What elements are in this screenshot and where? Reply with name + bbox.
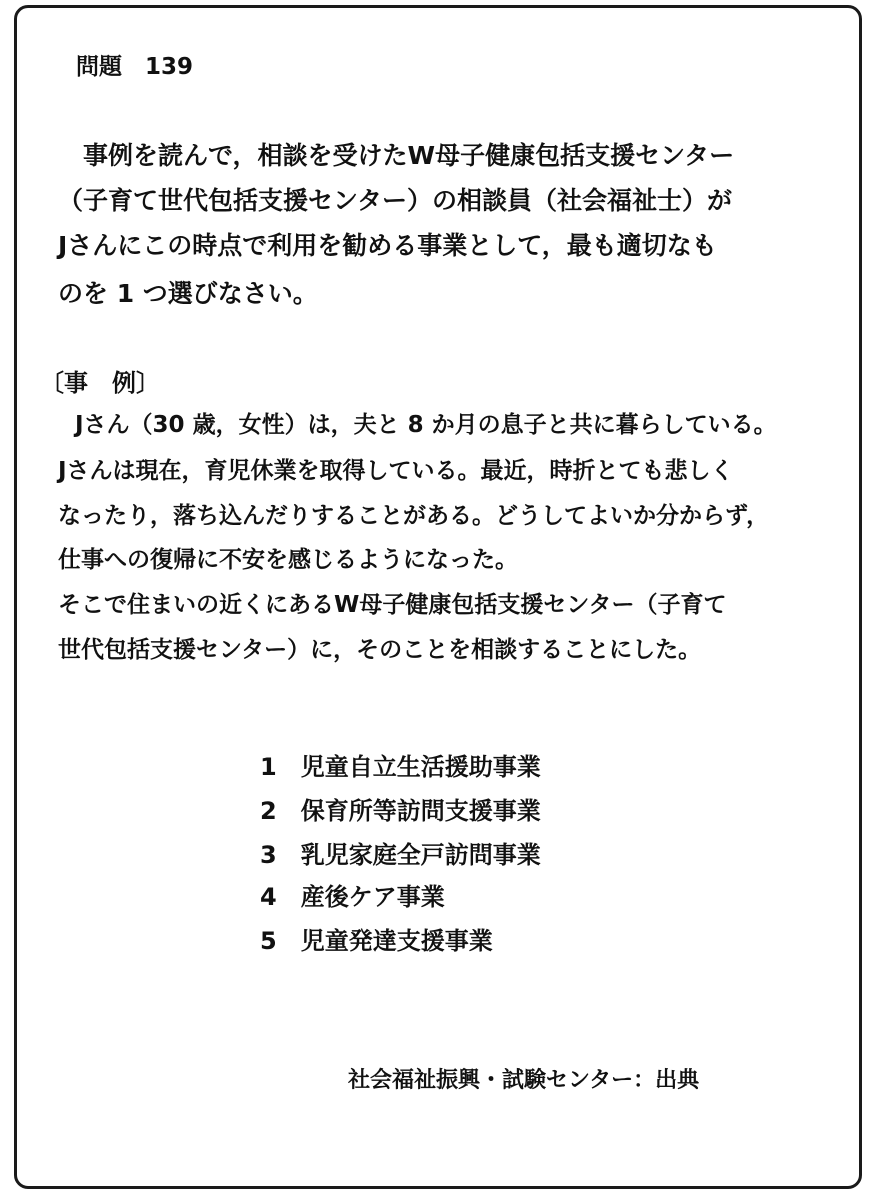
case-text-line-6: 世代包括支援センター）に，そのことを相談することにした。	[58, 637, 702, 663]
case-text-line-4: 仕事への復帰に不安を感じるようになった。	[58, 547, 518, 573]
question-number: 問題 139	[76, 54, 194, 80]
case-text-line-1: Jさん（30 歳，女性）は，夫と 8 か月の息子と共に暮らしている。	[52, 412, 777, 438]
source-credit: 社会福祉振興・試験センター：出典	[348, 1068, 700, 1093]
question-text-line-3: Jさんにこの時点で利用を勧める事業として，最も適切なも	[58, 231, 717, 260]
answer-option-4[interactable]: 4 産後ケア事業	[260, 883, 445, 911]
question-text-line-4: のを 1 つ選びなさい。	[58, 279, 318, 308]
answer-option-5[interactable]: 5 児童発達支援事業	[260, 927, 493, 955]
answer-option-3[interactable]: 3 乳児家庭全戸訪問事業	[260, 841, 541, 869]
question-text-line-1: 事例を読んで，相談を受けたW母子健康包括支援センター	[58, 141, 735, 170]
answer-option-1[interactable]: 1 児童自立生活援助事業	[260, 753, 541, 781]
case-section-label: 〔事 例〕	[40, 369, 160, 397]
case-text-line-2: Jさんは現在，育児休業を取得している。最近，時折とても悲しく	[58, 458, 734, 484]
case-text-line-3: なったり，落ち込んだりすることがある。どうしてよいか分からず，	[58, 503, 770, 529]
case-text-line-5: そこで住まいの近くにあるW母子健康包括支援センター（子育て	[58, 592, 727, 618]
question-text-line-2: （子育て世代包括支援センター）の相談員（社会福祉士）が	[58, 186, 733, 215]
answer-option-2[interactable]: 2 保育所等訪問支援事業	[260, 797, 541, 825]
